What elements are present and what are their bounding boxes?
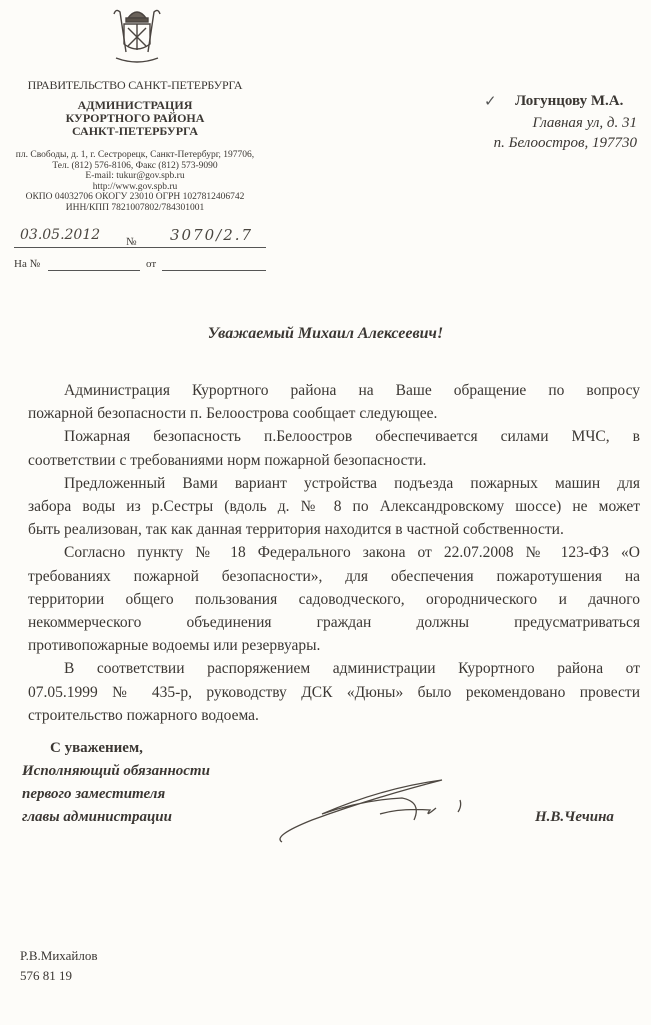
admin-line: САНКТ-ПЕТЕРБУРГА	[71, 124, 199, 138]
inn-line: ИНН/КПП 7821007802/784301001	[65, 202, 205, 213]
paragraph-line: Согласно пункту № 18 Федерального закона от 22.07.2008 № 123-ФЗ «О	[64, 544, 640, 562]
paragraph-line: Предложенный Вами вариант устройства подъезда пожарных машин для	[64, 474, 640, 492]
title-line: Исполняющий обязанности	[22, 763, 210, 779]
ref-from-label: от	[146, 258, 157, 270]
admin-line: АДМИНИСТРАЦИЯ	[77, 98, 193, 112]
executor-block	[20, 946, 97, 986]
contact-block	[0, 150, 275, 214]
signer-name: Н.В.Чечина	[535, 809, 614, 825]
number-handwritten: 3070/2.7	[170, 226, 254, 244]
recipient-address	[494, 113, 637, 153]
phone-line: Тел. (812) 576-8106, Факс (812) 573-9090	[52, 160, 218, 171]
paragraph-line: строительство пожарного водоема.	[28, 706, 259, 724]
paragraph-line: пожарной безопасности п. Белоострова сообщает следующее.	[28, 405, 438, 423]
paragraph-line: требованиях пожарной безопасности», для обеспечения пожаротушения на	[28, 567, 640, 585]
paragraph-line: противопожарные водоемы или резервуары.	[28, 637, 321, 655]
paragraph-line: соответствии с требованиями норм пожарной безопасности.	[28, 451, 427, 469]
signer-title	[22, 760, 210, 829]
paragraph-line: забора воды из р.Сестры (вдоль д. № 8 по Александровскому шоссе) не может	[28, 498, 640, 516]
signature	[270, 770, 490, 850]
paragraph-line: некоммерческого объединения граждан должны предусматриваться	[28, 614, 640, 632]
greeting: Уважаемый Михаил Алексеевич!	[207, 325, 444, 342]
paragraph-line: 07.05.1999 № 435-р, руководству ДСК «Дюны» было рекомендовано провести	[28, 683, 640, 701]
letter-body	[28, 379, 640, 727]
administration-name	[0, 99, 275, 138]
paragraph-line: Администрация Курортного района на Ваше обращение по вопросу	[64, 382, 640, 399]
paragraph-line: В соответствии распоряжением администрации Курортного района от	[64, 660, 640, 678]
executor-phone: 576 81 19	[20, 968, 72, 983]
coat-of-arms-emblem	[108, 4, 166, 66]
title-line: главы администрации	[22, 809, 172, 825]
executor-name: Р.В.Михайлов	[20, 948, 98, 963]
address-line: Главная ул, д. 31	[532, 115, 637, 131]
number-sign: №	[126, 236, 137, 248]
paragraph-line: территории общего пользования садоводческого, огороднического и дачного	[28, 590, 640, 608]
recipient-name: Логунцову М.А.	[515, 93, 624, 109]
date-handwritten: 03.05.2012	[20, 227, 101, 243]
ref-label: На №	[14, 258, 41, 270]
ref-date-line	[162, 270, 266, 271]
ref-number-line	[48, 270, 140, 271]
website-line: http://www.gov.spb.ru	[92, 181, 178, 192]
checkmark-icon: ✓	[484, 94, 497, 110]
paragraph-line: быть реализован, так как данная территория находится в частной собственности.	[28, 521, 564, 539]
title-line: первого заместителя	[22, 786, 166, 802]
regards: С уважением,	[50, 740, 143, 756]
address-line: пл. Свободы, д. 1, г. Сестрорецк, Санкт-Петербург, 197706,	[15, 150, 255, 160]
email-line: E-mail: tukur@gov.spb.ru	[85, 171, 185, 182]
date-underline	[14, 247, 266, 248]
codes-line: ОКПО 04032706 ОКОГУ 23010 ОГРН 1027812406742	[25, 192, 245, 203]
paragraph-line: Пожарная безопасность п.Белоостров обеспечивается силами МЧС, в	[64, 428, 640, 446]
admin-line: КУРОРТНОГО РАЙОНА	[65, 111, 205, 125]
government-name: ПРАВИТЕЛЬСТВО САНКТ-ПЕТЕРБУРГА	[27, 78, 243, 92]
address-line: п. Белоостров, 197730	[493, 135, 637, 151]
